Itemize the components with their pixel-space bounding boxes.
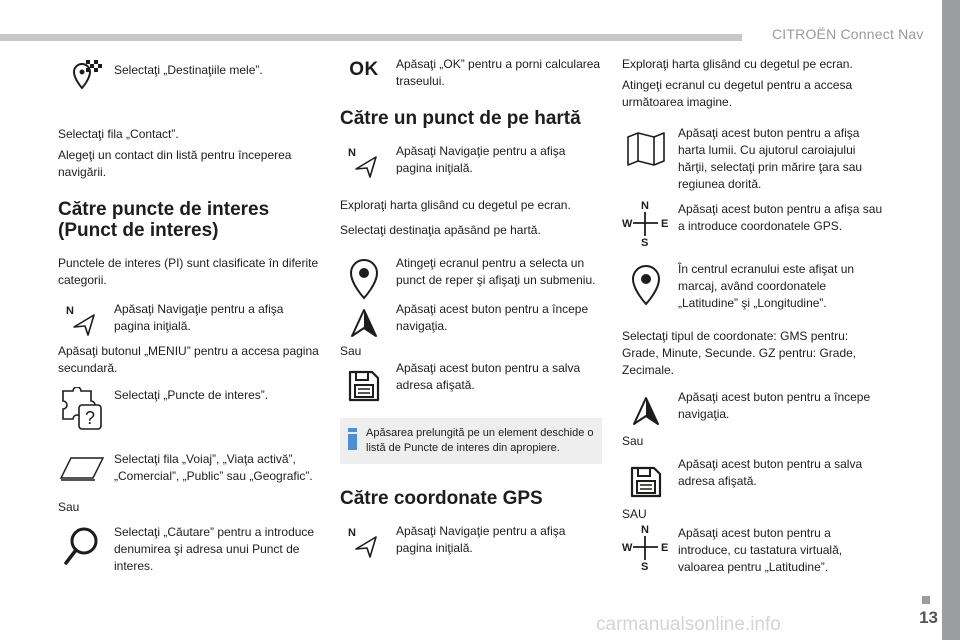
column-3 — [622, 56, 884, 576]
step-text: Apăsaţi „OK” pentru a porni calcularea traseului. — [396, 57, 601, 88]
column-2 — [340, 56, 602, 563]
navigation-arrow-icon — [340, 137, 388, 185]
start-navigation-step — [622, 389, 884, 429]
navigation-arrow-icon — [58, 295, 106, 343]
step-text: Apăsaţi acest buton pentru a salva adresa afişată. — [396, 361, 581, 392]
paragraph: Alegeţi un contact din listă pentru începerea navigării. — [58, 148, 292, 179]
column-1 — [58, 56, 320, 575]
or-label: Sau — [58, 500, 80, 514]
save-step — [340, 360, 602, 400]
save-step — [622, 456, 884, 496]
or-label: Sau — [340, 344, 362, 358]
compass-w-label: W — [622, 542, 633, 554]
info-box — [340, 418, 602, 464]
compass-e-label: E — [661, 218, 669, 230]
map-book-icon — [622, 125, 670, 173]
navigation-arrow-icon — [340, 517, 388, 565]
ok-step — [340, 56, 602, 96]
or-label: SAU — [622, 507, 647, 521]
poi-step — [58, 387, 320, 427]
page-marker — [922, 596, 930, 604]
step-text: Selectaţi fila „Voiaj”, „Viaţa activă”, „Comercial”, „Public” sau „Geografic”. — [114, 452, 313, 483]
paragraph: Selectaţi fila „Contact”. — [58, 127, 179, 141]
destination-flag-icon — [58, 54, 106, 102]
poi-question-icon — [58, 385, 106, 433]
compass-s-label: S — [641, 561, 649, 571]
latitude-step — [622, 525, 884, 576]
navigate-triangle-icon — [340, 299, 388, 347]
svg-text:N: N — [348, 527, 356, 539]
step-text: Apăsaţi Navigaţie pentru a afişa pagina iniţială. — [114, 302, 284, 333]
step-text: În centrul ecranului este afişat un marcaj, având coordonatele „Latitudine” şi „Longitudine”. — [678, 262, 855, 310]
step-text: Apăsaţi acest buton pentru a introduce, cu tastatura virtuală, valoarea pentru „Latitudine”. — [678, 526, 843, 574]
section-heading-map-point: Către un punct de pe hartă — [340, 108, 581, 129]
navigation-step — [58, 301, 320, 341]
location-pin-icon — [622, 261, 670, 309]
step-text: Apăsaţi Navigaţie pentru a afişa pagina iniţială. — [396, 144, 566, 175]
step-text: Apăsaţi Navigaţie pentru a afişa pagina iniţială. — [396, 524, 566, 555]
paragraph: Selectaţi tipul de coordonate: GMS pentru: Grade, Minute, Secunde. GZ pentru: Grade, Zecimale. — [622, 329, 857, 377]
step-text: Apăsaţi acest buton pentru a afişa harta lumii. Cu ajutorul caroiajului hărţii, selectaţi prin mărire ţara sau regiunea dorită. — [678, 126, 863, 191]
info-text: Apăsarea prelungită pe un element deschide o listă de Puncte de interes din apropiere. — [366, 427, 594, 454]
marker-step — [340, 255, 602, 295]
paragraph: Apăsaţi butonul „MENIU” pentru a accesa pagina secundară. — [58, 344, 319, 375]
step-text: Apăsaţi acest buton pentru a afişa sau a introduce coordonatele GPS. — [678, 202, 883, 233]
search-step — [58, 524, 320, 575]
compass-icon — [622, 523, 670, 571]
step-text: Apăsaţi acest buton pentru a începe navigaţia. — [678, 390, 871, 421]
svg-text:N: N — [348, 147, 356, 159]
step-text: Apăsaţi acest buton pentru a începe navigaţia. — [396, 302, 589, 333]
navigation-step — [340, 143, 602, 183]
gps-entry-step — [622, 200, 884, 247]
step-text: Selectaţi „Puncte de interes”. — [114, 388, 269, 402]
ok-label: OK — [349, 59, 379, 80]
location-pin-icon — [340, 255, 388, 303]
top-rule — [0, 34, 742, 41]
save-disk-icon — [622, 458, 670, 506]
step-text: Apăsaţi acest buton pentru a salva adresa afişată. — [678, 457, 863, 488]
paragraph: Atingeţi ecranul cu degetul pentru a accesa următoarea imagine. — [622, 78, 853, 109]
section-heading-gps: Către coordonate GPS — [340, 488, 543, 509]
section-heading-poi: Către puncte de interes (Punct de interes) — [58, 199, 270, 241]
info-icon — [348, 428, 357, 450]
compass-w-label: W — [622, 218, 633, 230]
manual-title: CITROËN Connect Nav — [772, 26, 924, 42]
step-text: Selectaţi „Căutare” pentru a introduce denumirea şi adresa unui Punct de interes. — [114, 525, 315, 573]
svg-text:N: N — [66, 305, 74, 317]
compass-n-label: N — [641, 524, 649, 536]
paragraph: Exploraţi harta glisând cu degetul pe ecran. — [340, 198, 571, 212]
search-icon — [58, 522, 106, 570]
world-map-step — [622, 125, 884, 193]
side-tab — [942, 0, 960, 640]
save-disk-icon — [340, 362, 388, 410]
my-destinations-step — [58, 62, 320, 102]
marker-step — [622, 261, 884, 312]
navigation-step — [340, 523, 602, 563]
category-step — [58, 451, 320, 491]
ok-icon — [340, 46, 388, 94]
compass-s-label: S — [641, 237, 649, 247]
compass-n-label: N — [641, 200, 649, 212]
paragraph: Selectaţi destinaţia apăsând pe hartă. — [340, 223, 541, 237]
compass-icon — [622, 199, 670, 247]
watermark: carmanualsonline.info — [596, 614, 781, 635]
or-label: Sau — [622, 434, 644, 448]
step-text: Atingeţi ecranul pentru a selecta un punct de reper şi afişaţi un submeniu. — [396, 256, 596, 287]
navigate-triangle-icon — [622, 387, 670, 435]
svg-text:?: ? — [85, 408, 96, 428]
start-navigation-step — [340, 301, 602, 341]
tab-folder-icon — [58, 445, 106, 493]
page-number: 13 — [919, 608, 938, 627]
paragraph: Exploraţi harta glisând cu degetul pe ecran. — [622, 57, 853, 71]
paragraph: Punctele de interes (PI) sunt clasificate în diferite categorii. — [58, 256, 319, 287]
step-text: Selectaţi „Destinaţiile mele”. — [114, 63, 263, 77]
compass-e-label: E — [661, 542, 669, 554]
